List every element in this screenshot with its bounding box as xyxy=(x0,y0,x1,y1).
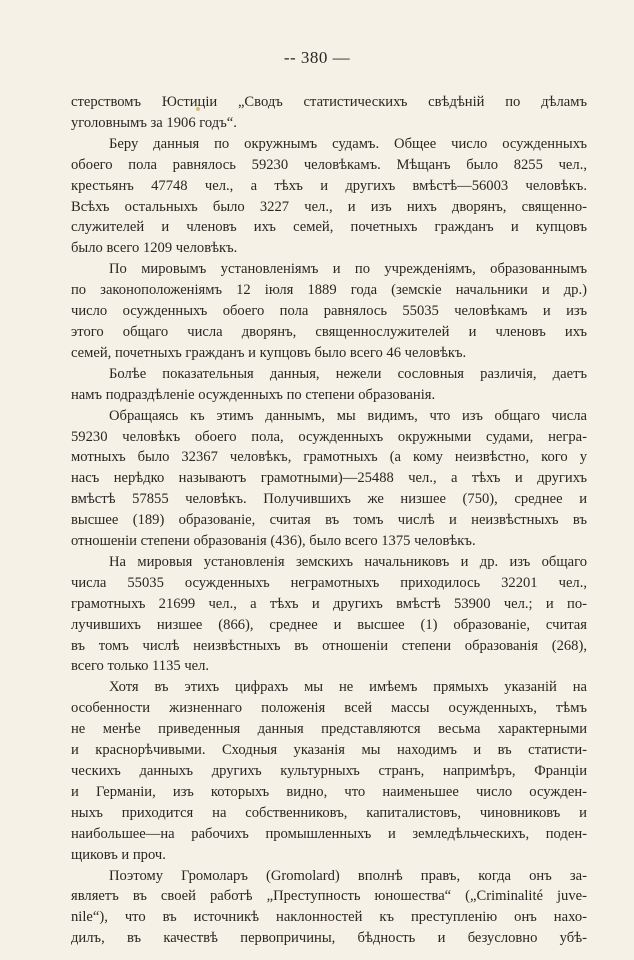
text-line: намъ подраздѣленіе осужденныхъ по степени образованія. xyxy=(71,386,436,403)
text-line: въ томъ числѣ неизвѣстныхъ въ отношеніи степени образованія (268), xyxy=(71,637,587,654)
text-line: всего только 1135 чел. xyxy=(71,658,210,675)
text-line: служителей и членовъ ихъ семей, почетныхъ гражданъ и купцовъ xyxy=(71,219,587,236)
text-line: Поэтому Громоларъ (Gromolard) вполнѣ правъ, когда онъ за- xyxy=(109,867,587,884)
text-line: ныхъ приходится на собственниковъ, капиталистовъ, чиновниковъ и xyxy=(71,804,587,821)
text-line: этого общаго числа дворянъ, священнослужителей и членовъ ихъ xyxy=(71,323,587,340)
text-line: щиковъ и проч. xyxy=(71,846,166,863)
text-line: Болѣе показательныя данныя, нежели сословныя различія, даетъ xyxy=(109,365,587,382)
text-line: На мировыя установленія земскихъ начальниковъ и др. изъ общаго xyxy=(109,553,587,570)
text-line: ческихъ данныхъ другихъ культурныхъ странъ, напримѣръ, Франціи xyxy=(71,763,587,779)
text-line: число осужденныхъ обоего пола равнялось 55035 человѣкамъ и изъ xyxy=(71,303,587,320)
text-line: являетъ въ своей работѣ „Преступность юношества“ („Criminalité juve- xyxy=(71,888,587,905)
text-line: по законоположеніямъ 12 іюля 1889 года (земскіе начальники и др.) xyxy=(71,282,587,299)
text-line: мотныхъ было 32367 человѣкъ, грамотныхъ (а кому неизвѣстно, кого у xyxy=(71,449,587,466)
text-line: насъ нерѣдко называютъ грамотными)—25488 чел., а тѣхъ и другихъ xyxy=(71,470,587,487)
text-line: не менѣе приведенныя данныя представляются весьма характерными xyxy=(71,721,587,738)
text-line: дилъ, въ качествѣ первопричины, бѣдность и безусловно убѣ- xyxy=(71,930,587,947)
text-line: особенности жизненнаго положенія всей массы осужденныхъ, тѣмъ xyxy=(71,700,587,717)
text-line: высшее (189) образованіе, считая въ томъ числѣ и неизвѣстныхъ въ xyxy=(71,512,587,529)
text-line: уголовнымъ за 1906 годъ“. xyxy=(71,114,237,131)
text-line: и краснорѣчивыми. Сходныя указанія мы находимъ и въ статисти- xyxy=(71,742,587,759)
text-line: крестьянъ 47748 чел., а тѣхъ и другихъ вмѣстѣ—56003 человѣкъ. xyxy=(71,177,587,194)
text-line: обоего пола равнялось 59230 человѣкамъ. Мѣщанъ было 8255 чел., xyxy=(71,156,587,173)
text-line: отношеніи степени образованія (436), было всего 1375 человѣкъ. xyxy=(71,533,476,550)
text-line: Беру данныя по окружнымъ судамъ. Общее число осужденныхъ xyxy=(109,135,587,152)
text-line: По мировымъ установленіямъ и по учрежденіямъ, образованнымъ xyxy=(109,261,587,278)
text-line: и Германіи, изъ которыхъ видно, что наименьшее число осужден- xyxy=(71,783,587,800)
text-line: Обращаясь къ этимъ даннымъ, мы видимъ, что изъ общаго числа xyxy=(109,407,587,424)
text-line: лучившихъ низшее (866), среднее и высшее (1) образованіе, считая xyxy=(71,616,587,633)
body-text xyxy=(71,92,587,949)
page-number: -- 380 — xyxy=(283,48,351,67)
text-line: Хотя въ этихъ цифрахъ мы не имѣемъ прямыхъ указаній на xyxy=(109,679,587,696)
text-line: nile“), что въ источникѣ наклонностей къ преступленію онъ нахо- xyxy=(71,909,587,926)
text-line: стерствомъ Юстиціи „Сводъ статистическихъ свѣдѣній по дѣламъ xyxy=(71,94,587,110)
text-line: Всѣхъ остальныхъ было 3227 чел., и изъ нихъ дворянъ, священно- xyxy=(71,198,587,215)
text-line: вмѣстѣ 57855 человѣкъ. Получившихъ же низшее (750), среднее и xyxy=(71,491,587,508)
text-line: было всего 1209 человѣкъ. xyxy=(71,240,238,257)
text-line: числа 55035 осужденныхъ неграмотныхъ приходилось 32201 чел., xyxy=(71,574,587,591)
text-line: грамотныхъ 21699 чел., а тѣхъ и другихъ вмѣстѣ 53900 чел.; и по- xyxy=(71,595,587,612)
text-line: семей, почетныхъ гражданъ и купцовъ было всего 46 человѣкъ. xyxy=(71,344,467,361)
text-line: наибольшее—на рабочихъ промышленныхъ и земледѣльческихъ, поден- xyxy=(71,825,587,842)
text-line: 59230 человѣкъ обоего пола, осужденныхъ окружными судами, негра- xyxy=(71,428,587,445)
